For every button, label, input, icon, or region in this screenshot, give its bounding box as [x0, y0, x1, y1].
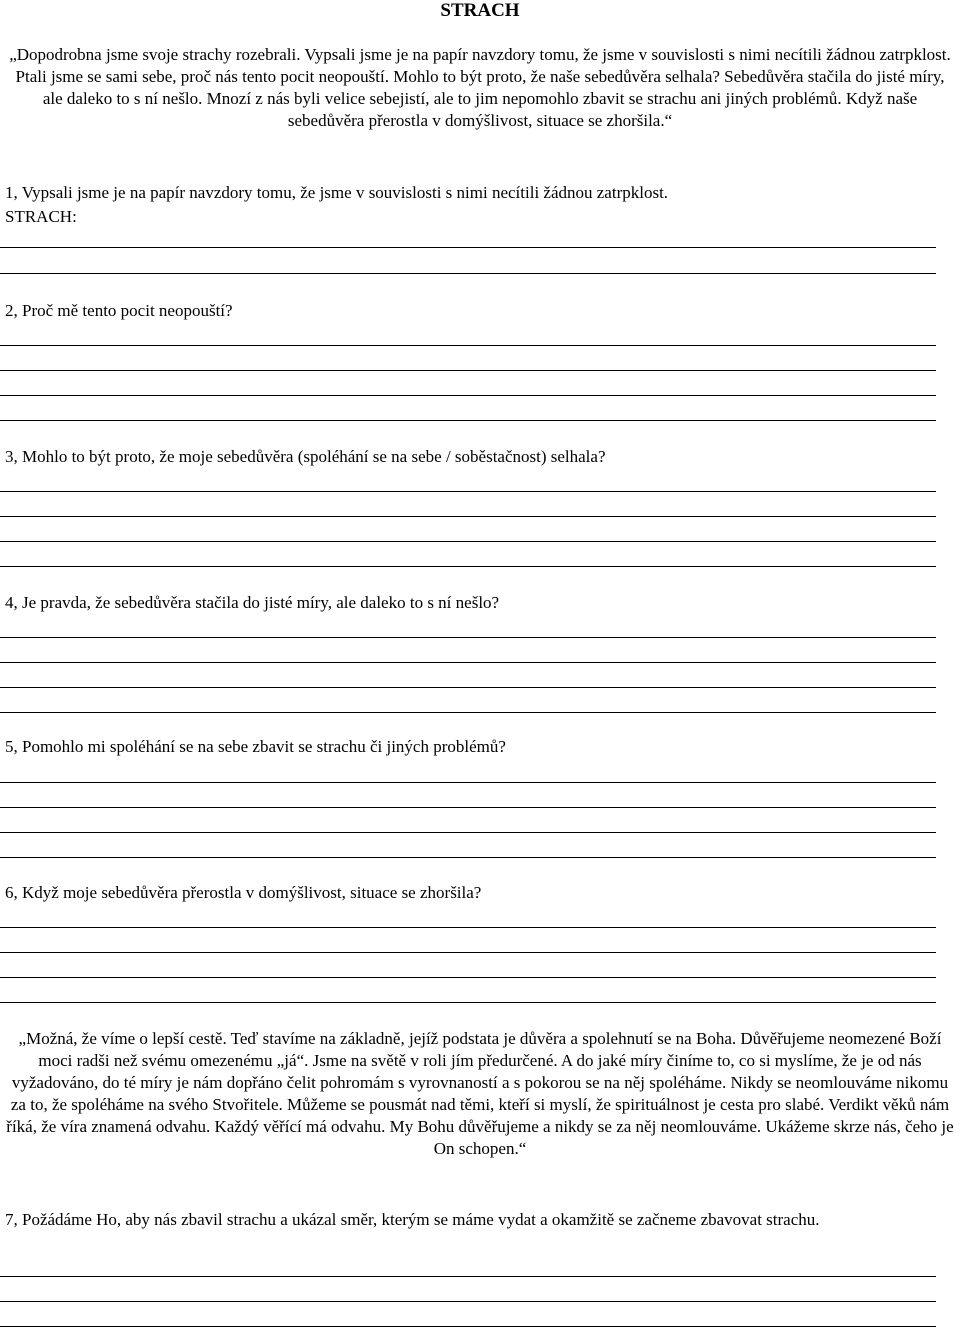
- answer-line: [0, 566, 936, 567]
- answer-line: [0, 1276, 936, 1277]
- answer-line: [0, 832, 936, 833]
- answer-line: [0, 782, 936, 783]
- answer-line: [0, 977, 936, 978]
- question-5: 5, Pomohlo mi spoléhání se na sebe zbavit se strachu či jiných problémů?: [5, 737, 506, 756]
- answer-line: [0, 952, 936, 953]
- answer-line: [0, 807, 936, 808]
- answer-line: [0, 662, 936, 663]
- question-6: 6, Když moje sebedůvěra přerostla v domýšlivost, situace se zhoršila?: [5, 883, 482, 902]
- answer-line: [0, 491, 936, 492]
- answer-line: [0, 1326, 936, 1327]
- answer-line: [0, 687, 936, 688]
- answer-line: [0, 247, 936, 248]
- answer-line: [0, 420, 936, 421]
- question-1: 1, Vypsali jsme je na papír navzdory tomu, že jsme v souvislosti s nimi necítili žádnou zatrpklost.: [5, 183, 669, 202]
- document-title: STRACH: [440, 0, 520, 21]
- answer-line: [0, 345, 936, 346]
- answer-line: [0, 927, 936, 928]
- question-4: 4, Je pravda, že sebedůvěra stačila do jisté míry, ale daleko to s ní nešlo?: [5, 593, 500, 612]
- answer-line: [0, 857, 936, 858]
- answer-line: [0, 273, 936, 274]
- answer-line: [0, 637, 936, 638]
- quote-paragraph: „Možná, že víme o lepší cestě. Teď stavíme na základně, jejíž podstata je důvěra a spolehnutí se na Boha. Důvěřujeme neomezené Boží moci radši než svému omezenému „já“. Jsme na světě v roli jím předurčené. A do jaké míry činíme to, co si myslíme, že je od nás vyžadováno, do té míry je nám dopřáno čelit pohromám s vyrovnaností a s pokorou se na něj spoléháme. Nikdy se neomlouváme nikomu za to, že spoléháme na svého Stvořitele. Můžeme se pousmát nad těmi, kteří si myslí, že spirituálnost je cesta pro slabé. Verdikt věků nám říká, že víra znamená odvahu. Každý věřící má odvahu. My Bohu důvěřujeme a nikdy se za něj neomlouváme. Ukážeme skrze nás, čeho je On schopen.“: [6, 1029, 954, 1158]
- answer-line: [0, 1301, 936, 1302]
- question-1-subtext: STRACH:: [5, 207, 77, 226]
- answer-line: [0, 395, 936, 396]
- answer-line: [0, 712, 936, 713]
- answer-line: [0, 541, 936, 542]
- question-3: 3, Mohlo to být proto, že moje sebedůvěra (spoléhání se na sebe / soběstačnost) selhala?: [5, 447, 606, 466]
- answer-line: [0, 516, 936, 517]
- answer-line: [0, 370, 936, 371]
- question-7: 7, Požádáme Ho, aby nás zbavil strachu a ukázal směr, kterým se máme vydat a okamžitě se začneme zbavovat strachu.: [5, 1210, 820, 1229]
- answer-line: [0, 1002, 936, 1003]
- intro-paragraph: „Dopodrobna jsme svoje strachy rozebrali. Vypsali jsme je na papír navzdory tomu, že jsme v souvislosti s nimi necítili žádnou zatrpklost. Ptali jsme se sami sebe, proč nás tento pocit neopouští. Mohlo to být proto, že naše sebedůvěra selhala? Sebedůvěra stačila do jisté míry, ale daleko to s ní nešlo. Mnozí z nás byli velice sebejistí, ale to jim nepomohlo zbavit se strachu ani jiných problémů. Když naše sebedůvěra přerostla v domýšlivost, situace se zhoršila.“: [9, 45, 951, 130]
- question-2: 2, Proč mě tento pocit neopouští?: [5, 301, 233, 320]
